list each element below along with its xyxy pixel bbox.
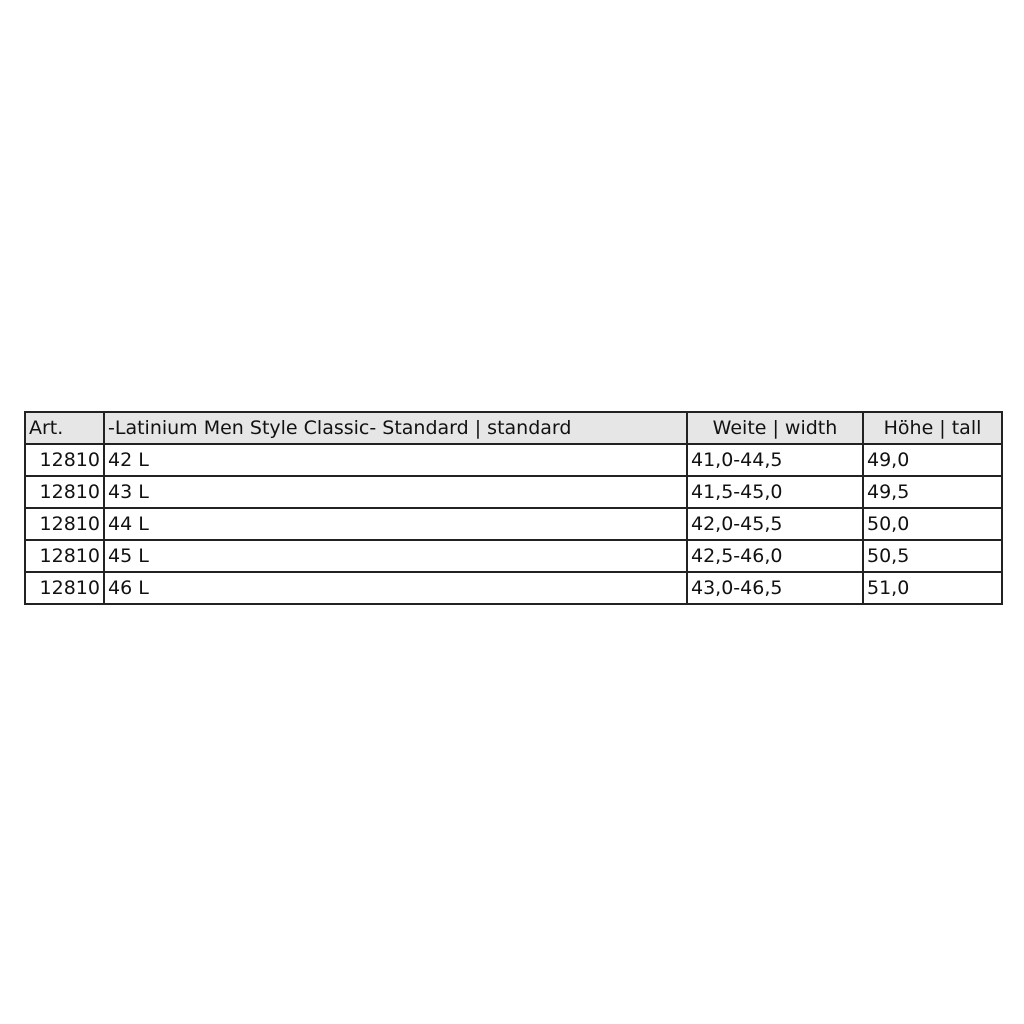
header-width: Weite | width	[687, 412, 863, 444]
article-cell: 12810	[25, 508, 104, 540]
header-height: Höhe | tall	[863, 412, 1002, 444]
height-cell: 49,5	[863, 476, 1002, 508]
article-cell: 12810	[25, 572, 104, 604]
width-cell: 43,0-46,5	[687, 572, 863, 604]
size-cell: 45 L	[104, 540, 687, 572]
table-row	[25, 540, 1002, 572]
size-cell: 42 L	[104, 444, 687, 476]
table-row	[25, 476, 1002, 508]
width-cell: 42,5-46,0	[687, 540, 863, 572]
size-cell: 43 L	[104, 476, 687, 508]
size-cell: 44 L	[104, 508, 687, 540]
table-row	[25, 444, 1002, 476]
header-model: -Latinium Men Style Classic- Standard | standard	[104, 412, 687, 444]
width-cell: 42,0-45,5	[687, 508, 863, 540]
article-cell: 12810	[25, 540, 104, 572]
header-article: Art.	[25, 412, 104, 444]
width-cell: 41,5-45,0	[687, 476, 863, 508]
height-cell: 49,0	[863, 444, 1002, 476]
height-cell: 50,0	[863, 508, 1002, 540]
width-cell: 41,0-44,5	[687, 444, 863, 476]
height-cell: 51,0	[863, 572, 1002, 604]
header-row	[25, 412, 1002, 444]
table-row	[25, 508, 1002, 540]
article-cell: 12810	[25, 476, 104, 508]
size-cell: 46 L	[104, 572, 687, 604]
size-table	[24, 411, 1003, 605]
table-row	[25, 572, 1002, 604]
height-cell: 50,5	[863, 540, 1002, 572]
article-cell: 12810	[25, 444, 104, 476]
